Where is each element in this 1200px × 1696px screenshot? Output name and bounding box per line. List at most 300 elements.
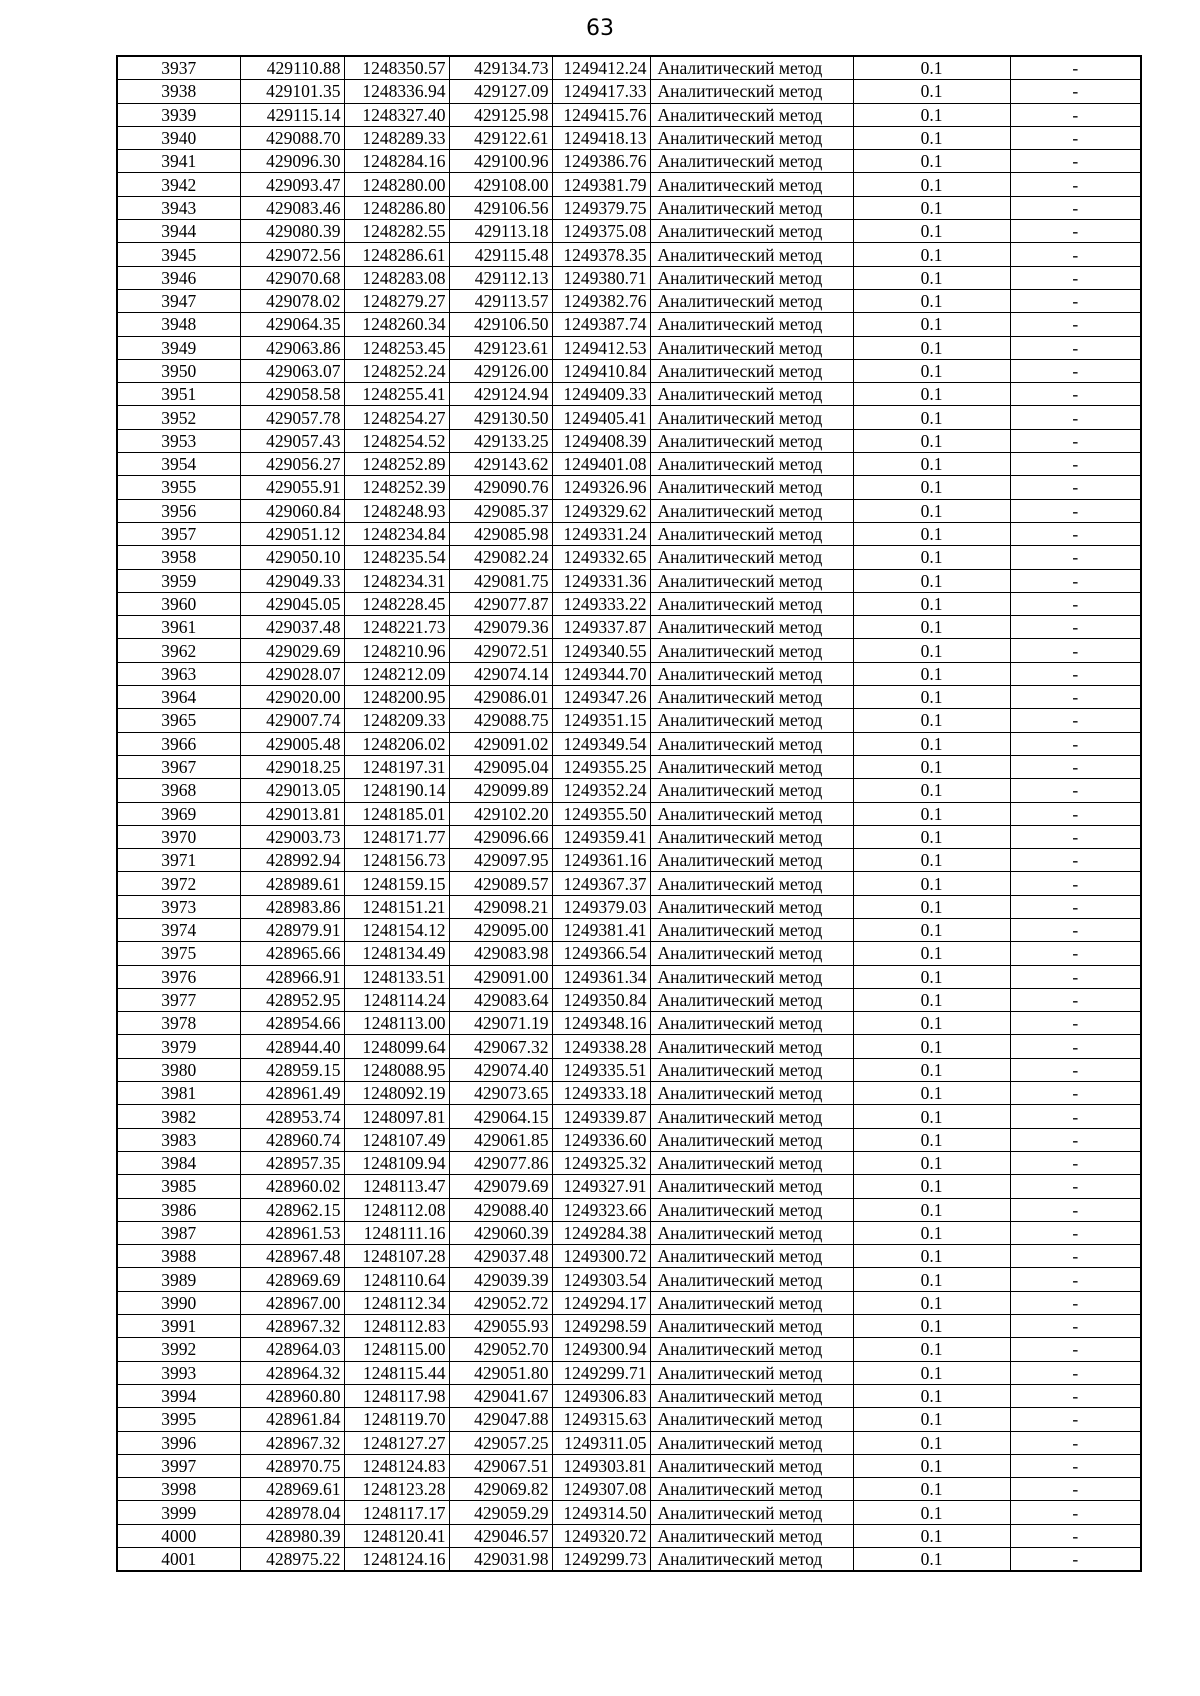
- table-row: [117, 313, 1141, 336]
- point-number-cell: 3993: [117, 1361, 240, 1384]
- point-number-cell: 3992: [117, 1338, 240, 1361]
- note-cell: -: [1010, 1245, 1141, 1268]
- method-cell: Аналитический метод: [650, 359, 853, 382]
- x2-cell: 429127.09: [449, 80, 552, 103]
- y1-cell: 1248252.24: [344, 359, 449, 382]
- point-number-cell: 3962: [117, 639, 240, 662]
- accuracy-cell: 0.1: [853, 1012, 1010, 1035]
- note-cell: -: [1010, 56, 1141, 80]
- y2-cell: 1249344.70: [552, 662, 650, 685]
- y2-cell: 1249314.50: [552, 1501, 650, 1524]
- x2-cell: 429097.95: [449, 849, 552, 872]
- note-cell: -: [1010, 1361, 1141, 1384]
- accuracy-cell: 0.1: [853, 616, 1010, 639]
- point-number-cell: 3957: [117, 522, 240, 545]
- note-cell: -: [1010, 965, 1141, 988]
- x2-cell: 429112.13: [449, 266, 552, 289]
- accuracy-cell: 0.1: [853, 918, 1010, 941]
- method-cell: Аналитический метод: [650, 1478, 853, 1501]
- table-row: [117, 266, 1141, 289]
- accuracy-cell: 0.1: [853, 1058, 1010, 1081]
- method-cell: Аналитический метод: [650, 1524, 853, 1547]
- method-cell: Аналитический метод: [650, 150, 853, 173]
- x2-cell: 429134.73: [449, 56, 552, 80]
- x2-cell: 429071.19: [449, 1012, 552, 1035]
- accuracy-cell: 0.1: [853, 1105, 1010, 1128]
- point-number-cell: 3950: [117, 359, 240, 382]
- x1-cell: 429049.33: [240, 569, 344, 592]
- table-row: [117, 359, 1141, 382]
- y2-cell: 1249361.16: [552, 849, 650, 872]
- note-cell: -: [1010, 1105, 1141, 1128]
- x1-cell: 428966.91: [240, 965, 344, 988]
- table-row: [117, 220, 1141, 243]
- x2-cell: 429122.61: [449, 126, 552, 149]
- y2-cell: 1249361.34: [552, 965, 650, 988]
- table-row: [117, 1478, 1141, 1501]
- x2-cell: 429069.82: [449, 1478, 552, 1501]
- method-cell: Аналитический метод: [650, 522, 853, 545]
- table-row: [117, 616, 1141, 639]
- y2-cell: 1249415.76: [552, 103, 650, 126]
- y1-cell: 1248252.39: [344, 476, 449, 499]
- y2-cell: 1249352.24: [552, 779, 650, 802]
- x1-cell: 428953.74: [240, 1105, 344, 1128]
- note-cell: -: [1010, 1035, 1141, 1058]
- note-cell: -: [1010, 1454, 1141, 1477]
- x2-cell: 429088.75: [449, 709, 552, 732]
- x1-cell: 429013.05: [240, 779, 344, 802]
- point-number-cell: 3998: [117, 1478, 240, 1501]
- y1-cell: 1248113.00: [344, 1012, 449, 1035]
- method-cell: Аналитический метод: [650, 1128, 853, 1151]
- note-cell: -: [1010, 383, 1141, 406]
- accuracy-cell: 0.1: [853, 1315, 1010, 1338]
- y1-cell: 1248212.09: [344, 662, 449, 685]
- table-row: [117, 1338, 1141, 1361]
- x2-cell: 429046.57: [449, 1524, 552, 1547]
- y1-cell: 1248286.61: [344, 243, 449, 266]
- x2-cell: 429113.57: [449, 289, 552, 312]
- x1-cell: 428957.35: [240, 1151, 344, 1174]
- x2-cell: 429067.32: [449, 1035, 552, 1058]
- method-cell: Аналитический метод: [650, 872, 853, 895]
- note-cell: -: [1010, 196, 1141, 219]
- x2-cell: 429083.98: [449, 942, 552, 965]
- y2-cell: 1249366.54: [552, 942, 650, 965]
- y2-cell: 1249294.17: [552, 1291, 650, 1314]
- note-cell: -: [1010, 592, 1141, 615]
- method-cell: Аналитический метод: [650, 569, 853, 592]
- x1-cell: 429020.00: [240, 686, 344, 709]
- y2-cell: 1249325.32: [552, 1151, 650, 1174]
- x2-cell: 429091.02: [449, 732, 552, 755]
- y1-cell: 1248133.51: [344, 965, 449, 988]
- point-number-cell: 3940: [117, 126, 240, 149]
- note-cell: -: [1010, 895, 1141, 918]
- note-cell: -: [1010, 1012, 1141, 1035]
- y2-cell: 1249332.65: [552, 546, 650, 569]
- accuracy-cell: 0.1: [853, 1478, 1010, 1501]
- x1-cell: 428961.49: [240, 1082, 344, 1105]
- point-number-cell: 3958: [117, 546, 240, 569]
- y1-cell: 1248209.33: [344, 709, 449, 732]
- note-cell: -: [1010, 872, 1141, 895]
- table-row: [117, 1408, 1141, 1431]
- method-cell: Аналитический метод: [650, 266, 853, 289]
- note-cell: -: [1010, 103, 1141, 126]
- method-cell: Аналитический метод: [650, 639, 853, 662]
- y1-cell: 1248283.08: [344, 266, 449, 289]
- y2-cell: 1249331.24: [552, 522, 650, 545]
- note-cell: -: [1010, 825, 1141, 848]
- y2-cell: 1249311.05: [552, 1431, 650, 1454]
- table-row: [117, 103, 1141, 126]
- note-cell: -: [1010, 918, 1141, 941]
- point-number-cell: 3943: [117, 196, 240, 219]
- x2-cell: 429077.86: [449, 1151, 552, 1174]
- note-cell: -: [1010, 1431, 1141, 1454]
- x1-cell: 429005.48: [240, 732, 344, 755]
- y2-cell: 1249284.38: [552, 1221, 650, 1244]
- accuracy-cell: 0.1: [853, 686, 1010, 709]
- note-cell: -: [1010, 1338, 1141, 1361]
- y2-cell: 1249386.76: [552, 150, 650, 173]
- y2-cell: 1249351.15: [552, 709, 650, 732]
- y1-cell: 1248124.16: [344, 1548, 449, 1572]
- y1-cell: 1248253.45: [344, 336, 449, 359]
- accuracy-cell: 0.1: [853, 1361, 1010, 1384]
- table-row: [117, 546, 1141, 569]
- y2-cell: 1249412.53: [552, 336, 650, 359]
- y1-cell: 1248117.17: [344, 1501, 449, 1524]
- note-cell: -: [1010, 755, 1141, 778]
- x2-cell: 429052.70: [449, 1338, 552, 1361]
- y1-cell: 1248114.24: [344, 988, 449, 1011]
- y1-cell: 1248200.95: [344, 686, 449, 709]
- accuracy-cell: 0.1: [853, 779, 1010, 802]
- method-cell: Аналитический метод: [650, 616, 853, 639]
- y2-cell: 1249340.55: [552, 639, 650, 662]
- y1-cell: 1248235.54: [344, 546, 449, 569]
- point-number-cell: 3951: [117, 383, 240, 406]
- y1-cell: 1248210.96: [344, 639, 449, 662]
- table-row: [117, 895, 1141, 918]
- x1-cell: 429064.35: [240, 313, 344, 336]
- x1-cell: 428967.48: [240, 1245, 344, 1268]
- x2-cell: 429041.67: [449, 1384, 552, 1407]
- y1-cell: 1248286.80: [344, 196, 449, 219]
- point-number-cell: 3985: [117, 1175, 240, 1198]
- method-cell: Аналитический метод: [650, 336, 853, 359]
- method-cell: Аналитический метод: [650, 1361, 853, 1384]
- point-number-cell: 3978: [117, 1012, 240, 1035]
- note-cell: -: [1010, 1524, 1141, 1547]
- y1-cell: 1248284.16: [344, 150, 449, 173]
- x2-cell: 429100.96: [449, 150, 552, 173]
- y2-cell: 1249409.33: [552, 383, 650, 406]
- method-cell: Аналитический метод: [650, 1105, 853, 1128]
- accuracy-cell: 0.1: [853, 126, 1010, 149]
- note-cell: -: [1010, 546, 1141, 569]
- point-number-cell: 3939: [117, 103, 240, 126]
- table-row: [117, 965, 1141, 988]
- x1-cell: 429080.39: [240, 220, 344, 243]
- accuracy-cell: 0.1: [853, 1035, 1010, 1058]
- x2-cell: 429081.75: [449, 569, 552, 592]
- accuracy-cell: 0.1: [853, 289, 1010, 312]
- table-row: [117, 1268, 1141, 1291]
- y1-cell: 1248109.94: [344, 1151, 449, 1174]
- x2-cell: 429124.94: [449, 383, 552, 406]
- y2-cell: 1249380.71: [552, 266, 650, 289]
- accuracy-cell: 0.1: [853, 1501, 1010, 1524]
- accuracy-cell: 0.1: [853, 1175, 1010, 1198]
- table-row: [117, 1058, 1141, 1081]
- x1-cell: 428983.86: [240, 895, 344, 918]
- accuracy-cell: 0.1: [853, 499, 1010, 522]
- accuracy-cell: 0.1: [853, 1221, 1010, 1244]
- method-cell: Аналитический метод: [650, 546, 853, 569]
- table-row: [117, 569, 1141, 592]
- x1-cell: 428967.32: [240, 1431, 344, 1454]
- table-row: [117, 1431, 1141, 1454]
- y2-cell: 1249355.25: [552, 755, 650, 778]
- point-number-cell: 3956: [117, 499, 240, 522]
- point-number-cell: 3966: [117, 732, 240, 755]
- table-row: [117, 988, 1141, 1011]
- accuracy-cell: 0.1: [853, 1548, 1010, 1572]
- table-body: [117, 56, 1141, 1571]
- table-row: [117, 1035, 1141, 1058]
- point-number-cell: 3999: [117, 1501, 240, 1524]
- y2-cell: 1249300.94: [552, 1338, 650, 1361]
- x1-cell: 428944.40: [240, 1035, 344, 1058]
- accuracy-cell: 0.1: [853, 942, 1010, 965]
- point-number-cell: 3963: [117, 662, 240, 685]
- accuracy-cell: 0.1: [853, 1268, 1010, 1291]
- point-number-cell: 3995: [117, 1408, 240, 1431]
- y1-cell: 1248336.94: [344, 80, 449, 103]
- y2-cell: 1249303.54: [552, 1268, 650, 1291]
- point-number-cell: 3953: [117, 429, 240, 452]
- y2-cell: 1249299.73: [552, 1548, 650, 1572]
- accuracy-cell: 0.1: [853, 1291, 1010, 1314]
- note-cell: -: [1010, 1128, 1141, 1151]
- x2-cell: 429106.50: [449, 313, 552, 336]
- point-number-cell: 3976: [117, 965, 240, 988]
- x1-cell: 429029.69: [240, 639, 344, 662]
- point-number-cell: 3981: [117, 1082, 240, 1105]
- point-number-cell: 3974: [117, 918, 240, 941]
- y1-cell: 1248282.55: [344, 220, 449, 243]
- table-row: [117, 1245, 1141, 1268]
- y1-cell: 1248190.14: [344, 779, 449, 802]
- method-cell: Аналитический метод: [650, 825, 853, 848]
- point-number-cell: 3979: [117, 1035, 240, 1058]
- y1-cell: 1248255.41: [344, 383, 449, 406]
- point-number-cell: 3937: [117, 56, 240, 80]
- x2-cell: 429074.14: [449, 662, 552, 685]
- y1-cell: 1248120.41: [344, 1524, 449, 1547]
- method-cell: Аналитический метод: [650, 1082, 853, 1105]
- table-row: [117, 406, 1141, 429]
- x2-cell: 429086.01: [449, 686, 552, 709]
- y2-cell: 1249408.39: [552, 429, 650, 452]
- accuracy-cell: 0.1: [853, 849, 1010, 872]
- x1-cell: 429115.14: [240, 103, 344, 126]
- y2-cell: 1249417.33: [552, 80, 650, 103]
- table-row: [117, 918, 1141, 941]
- table-row: [117, 243, 1141, 266]
- method-cell: Аналитический метод: [650, 662, 853, 685]
- x2-cell: 429079.36: [449, 616, 552, 639]
- accuracy-cell: 0.1: [853, 1408, 1010, 1431]
- x1-cell: 428967.00: [240, 1291, 344, 1314]
- point-number-cell: 4001: [117, 1548, 240, 1572]
- method-cell: Аналитический метод: [650, 849, 853, 872]
- accuracy-cell: 0.1: [853, 103, 1010, 126]
- table-row: [117, 429, 1141, 452]
- method-cell: Аналитический метод: [650, 1548, 853, 1572]
- accuracy-cell: 0.1: [853, 429, 1010, 452]
- note-cell: -: [1010, 1151, 1141, 1174]
- x2-cell: 429125.98: [449, 103, 552, 126]
- x2-cell: 429057.25: [449, 1431, 552, 1454]
- point-number-cell: 4000: [117, 1524, 240, 1547]
- note-cell: -: [1010, 1408, 1141, 1431]
- method-cell: Аналитический метод: [650, 1431, 853, 1454]
- point-number-cell: 3980: [117, 1058, 240, 1081]
- table-row: [117, 1454, 1141, 1477]
- x1-cell: 429072.56: [240, 243, 344, 266]
- point-number-cell: 3968: [117, 779, 240, 802]
- y1-cell: 1248111.16: [344, 1221, 449, 1244]
- x1-cell: 429007.74: [240, 709, 344, 732]
- point-number-cell: 3971: [117, 849, 240, 872]
- table-row: [117, 56, 1141, 80]
- y2-cell: 1249298.59: [552, 1315, 650, 1338]
- table-row: [117, 779, 1141, 802]
- accuracy-cell: 0.1: [853, 662, 1010, 685]
- note-cell: -: [1010, 849, 1141, 872]
- method-cell: Аналитический метод: [650, 1454, 853, 1477]
- note-cell: -: [1010, 662, 1141, 685]
- note-cell: -: [1010, 1221, 1141, 1244]
- note-cell: -: [1010, 243, 1141, 266]
- table-row: [117, 1105, 1141, 1128]
- x1-cell: 428965.66: [240, 942, 344, 965]
- point-number-cell: 3987: [117, 1221, 240, 1244]
- x2-cell: 429115.48: [449, 243, 552, 266]
- x2-cell: 429123.61: [449, 336, 552, 359]
- point-number-cell: 3938: [117, 80, 240, 103]
- method-cell: Аналитический метод: [650, 1221, 853, 1244]
- method-cell: Аналитический метод: [650, 1501, 853, 1524]
- note-cell: -: [1010, 639, 1141, 662]
- x2-cell: 429079.69: [449, 1175, 552, 1198]
- accuracy-cell: 0.1: [853, 1128, 1010, 1151]
- table-row: [117, 686, 1141, 709]
- table-row: [117, 126, 1141, 149]
- y1-cell: 1248254.52: [344, 429, 449, 452]
- note-cell: -: [1010, 359, 1141, 382]
- y2-cell: 1249337.87: [552, 616, 650, 639]
- x2-cell: 429098.21: [449, 895, 552, 918]
- x2-cell: 429059.29: [449, 1501, 552, 1524]
- accuracy-cell: 0.1: [853, 1245, 1010, 1268]
- y1-cell: 1248123.28: [344, 1478, 449, 1501]
- x1-cell: 429003.73: [240, 825, 344, 848]
- y2-cell: 1249375.08: [552, 220, 650, 243]
- y2-cell: 1249336.60: [552, 1128, 650, 1151]
- x2-cell: 429064.15: [449, 1105, 552, 1128]
- accuracy-cell: 0.1: [853, 453, 1010, 476]
- table-row: [117, 1291, 1141, 1314]
- note-cell: -: [1010, 988, 1141, 1011]
- x1-cell: 429037.48: [240, 616, 344, 639]
- accuracy-cell: 0.1: [853, 1431, 1010, 1454]
- x2-cell: 429095.00: [449, 918, 552, 941]
- point-number-cell: 3961: [117, 616, 240, 639]
- accuracy-cell: 0.1: [853, 336, 1010, 359]
- y1-cell: 1248327.40: [344, 103, 449, 126]
- method-cell: Аналитический метод: [650, 895, 853, 918]
- note-cell: -: [1010, 476, 1141, 499]
- method-cell: Аналитический метод: [650, 732, 853, 755]
- accuracy-cell: 0.1: [853, 825, 1010, 848]
- y2-cell: 1249320.72: [552, 1524, 650, 1547]
- point-number-cell: 3948: [117, 313, 240, 336]
- y1-cell: 1248260.34: [344, 313, 449, 336]
- accuracy-cell: 0.1: [853, 872, 1010, 895]
- accuracy-cell: 0.1: [853, 522, 1010, 545]
- point-number-cell: 3994: [117, 1384, 240, 1407]
- x2-cell: 429052.72: [449, 1291, 552, 1314]
- method-cell: Аналитический метод: [650, 383, 853, 406]
- y1-cell: 1248279.27: [344, 289, 449, 312]
- note-cell: -: [1010, 1384, 1141, 1407]
- x1-cell: 429110.88: [240, 56, 344, 80]
- method-cell: Аналитический метод: [650, 1175, 853, 1198]
- method-cell: Аналитический метод: [650, 686, 853, 709]
- method-cell: Аналитический метод: [650, 313, 853, 336]
- table-row: [117, 196, 1141, 219]
- y1-cell: 1248107.28: [344, 1245, 449, 1268]
- y1-cell: 1248151.21: [344, 895, 449, 918]
- method-cell: Аналитический метод: [650, 1291, 853, 1314]
- x1-cell: 428970.75: [240, 1454, 344, 1477]
- y1-cell: 1248112.83: [344, 1315, 449, 1338]
- note-cell: -: [1010, 336, 1141, 359]
- x2-cell: 429077.87: [449, 592, 552, 615]
- point-number-cell: 3941: [117, 150, 240, 173]
- coordinates-table: [116, 55, 1142, 1572]
- point-number-cell: 3989: [117, 1268, 240, 1291]
- method-cell: Аналитический метод: [650, 196, 853, 219]
- y1-cell: 1248088.95: [344, 1058, 449, 1081]
- x1-cell: 429056.27: [240, 453, 344, 476]
- y1-cell: 1248099.64: [344, 1035, 449, 1058]
- x1-cell: 428961.84: [240, 1408, 344, 1431]
- y2-cell: 1249359.41: [552, 825, 650, 848]
- y1-cell: 1248289.33: [344, 126, 449, 149]
- point-number-cell: 3955: [117, 476, 240, 499]
- note-cell: -: [1010, 686, 1141, 709]
- x1-cell: 429051.12: [240, 522, 344, 545]
- method-cell: Аналитический метод: [650, 1268, 853, 1291]
- x2-cell: 429037.48: [449, 1245, 552, 1268]
